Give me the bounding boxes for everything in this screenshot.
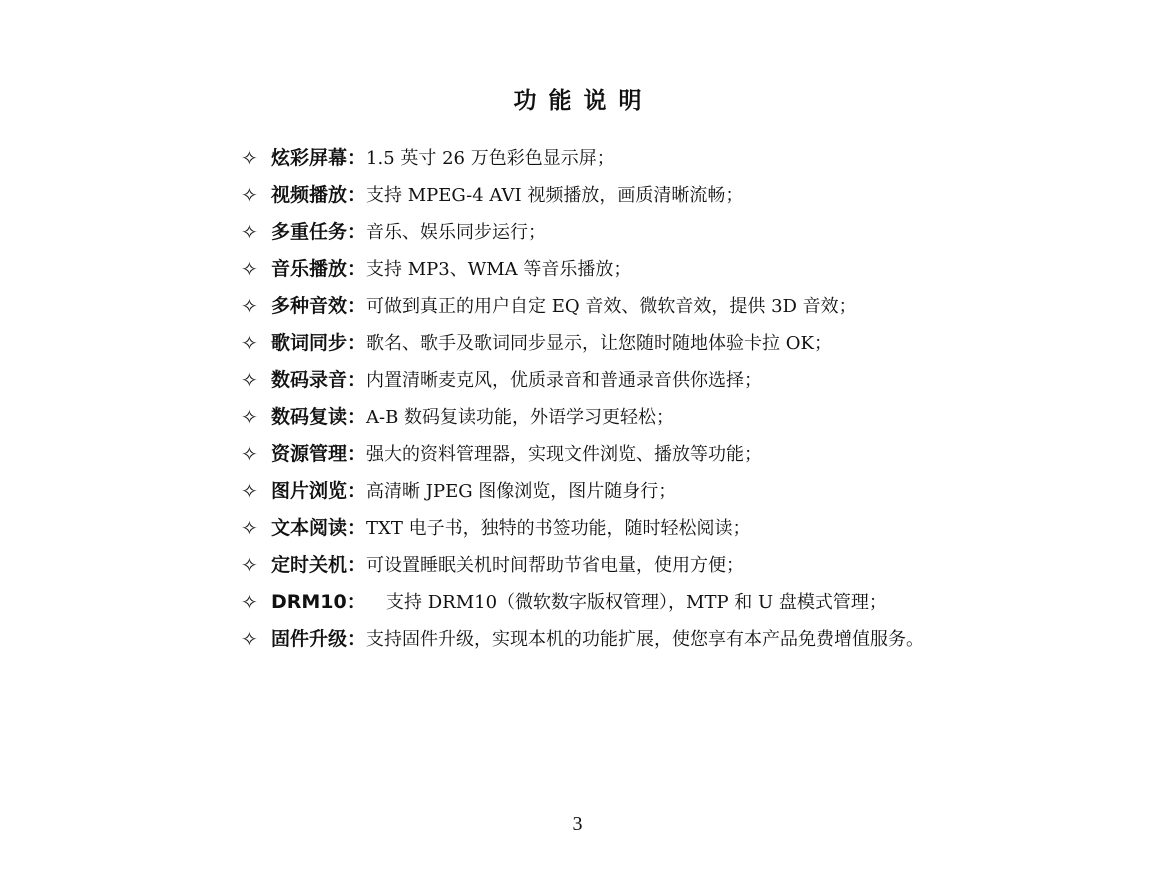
feature-description: TXT 电子书，独特的书签功能，随时轻松阅读； — [366, 518, 751, 539]
feature-label: 歌词同步： — [271, 332, 367, 354]
feature-item — [241, 251, 961, 288]
feature-item — [241, 140, 961, 177]
feature-description: 支持 MPEG-4 AVI 视频播放，画质清晰流畅； — [366, 185, 744, 206]
star-bullet-icon: ✧ — [241, 368, 258, 392]
star-bullet-icon: ✧ — [241, 442, 258, 466]
feature-item — [241, 436, 961, 473]
feature-label: 文本阅读： — [271, 517, 367, 539]
feature-description: 支持固件升级，实现本机的功能扩展，使您享有本产品免费增值服务。 — [366, 629, 925, 650]
feature-label: 视频播放： — [271, 184, 367, 206]
feature-item — [241, 473, 961, 510]
star-bullet-icon: ✧ — [241, 405, 258, 429]
feature-item — [241, 362, 961, 399]
feature-item — [241, 325, 961, 362]
star-bullet-icon: ✧ — [241, 146, 258, 170]
feature-label: 资源管理： — [271, 443, 367, 465]
feature-label: 图片浏览： — [271, 480, 367, 502]
star-bullet-icon: ✧ — [241, 183, 258, 207]
feature-label: 数码复读： — [271, 406, 367, 428]
feature-item — [241, 510, 961, 547]
feature-description: 内置清晰麦克风，优质录音和普通录音供你选择； — [366, 370, 763, 391]
page-number: 3 — [572, 813, 583, 835]
feature-description: 音乐、娱乐同步运行； — [366, 222, 547, 243]
page-title: 功能说明 — [513, 88, 654, 114]
feature-item — [241, 214, 961, 251]
star-bullet-icon: ✧ — [241, 220, 258, 244]
feature-list — [241, 140, 961, 658]
feature-item — [241, 584, 961, 621]
feature-item — [241, 621, 961, 658]
feature-item — [241, 547, 961, 584]
feature-item — [241, 399, 961, 436]
feature-label: 多重任务： — [271, 221, 367, 243]
feature-description: 歌名、歌手及歌词同步显示，让您随时随地体验卡拉 OK； — [366, 333, 832, 354]
feature-description: 强大的资料管理器，实现文件浏览、播放等功能； — [366, 444, 763, 465]
feature-label: 固件升级： — [271, 628, 367, 650]
star-bullet-icon: ✧ — [241, 516, 258, 540]
feature-label: DRM10： — [271, 591, 366, 613]
feature-description: A-B 数码复读功能，外语学习更轻松； — [366, 407, 675, 428]
feature-label: 定时关机： — [271, 554, 367, 576]
feature-item — [241, 288, 961, 325]
feature-item — [241, 177, 961, 214]
star-bullet-icon: ✧ — [241, 590, 258, 614]
feature-label: 多种音效： — [271, 295, 367, 317]
feature-description: 1.5 英寸 26 万色彩色显示屏； — [366, 148, 615, 169]
star-bullet-icon: ✧ — [241, 627, 258, 651]
feature-description: 可做到真正的用户自定 EQ 音效、微软音效，提供 3D 音效； — [366, 296, 857, 317]
feature-label: 炫彩屏幕： — [271, 147, 367, 169]
star-bullet-icon: ✧ — [241, 479, 258, 503]
feature-description: 高清晰 JPEG 图像浏览，图片随身行； — [366, 481, 677, 502]
star-bullet-icon: ✧ — [241, 294, 258, 318]
feature-label: 数码录音： — [271, 369, 367, 391]
feature-description: 可设置睡眠关机时间帮助节省电量，使用方便； — [366, 555, 745, 576]
feature-label: 音乐播放： — [271, 258, 367, 280]
star-bullet-icon: ✧ — [241, 553, 258, 577]
star-bullet-icon: ✧ — [241, 257, 258, 281]
feature-description: 支持 MP3、WMA 等音乐播放； — [366, 259, 632, 280]
feature-description: 支持 DRM10（微软数字版权管理），MTP 和 U 盘模式管理； — [386, 592, 887, 613]
star-bullet-icon: ✧ — [241, 331, 258, 355]
